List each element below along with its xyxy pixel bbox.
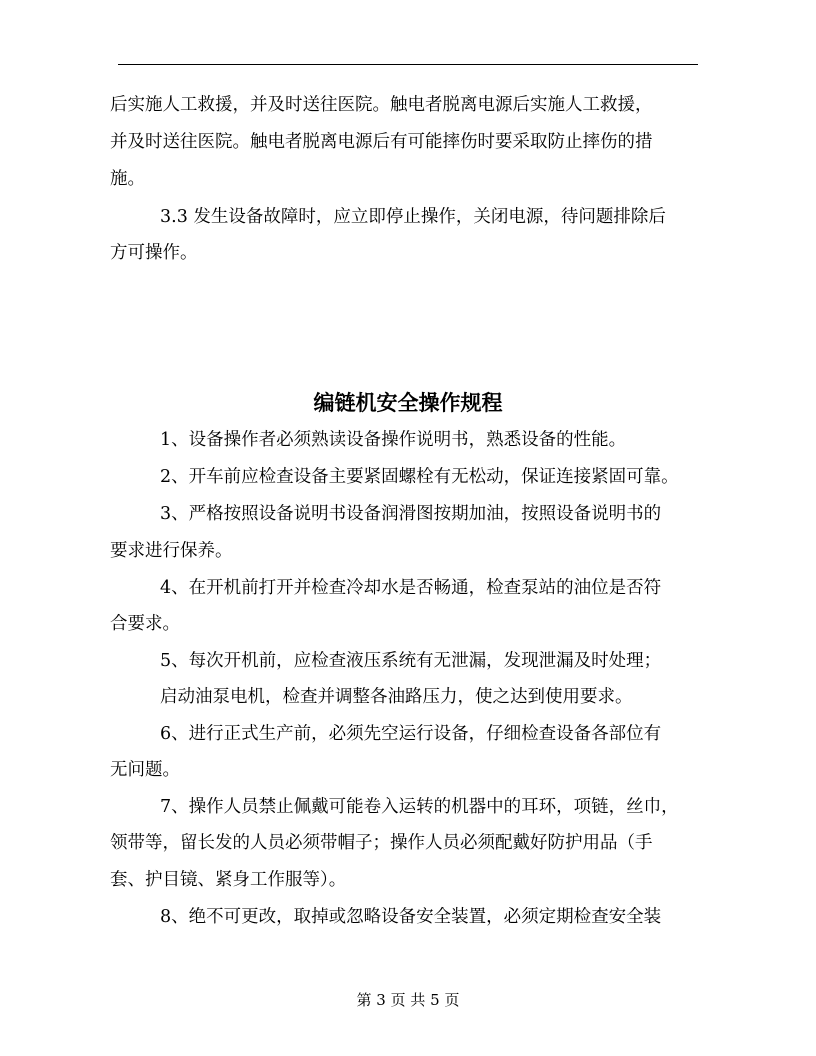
document-title: 编链机安全操作规程 [313,390,503,415]
text-line: 3.3 发生设备故障时，应立即停止操作，关闭电源，待问题排除后 [160,207,666,227]
text-line: 无问题。 [110,760,180,780]
text-line: 1、设备操作者必须熟读设备操作说明书，熟悉设备的性能。 [160,430,627,450]
page-number-footer: 第 3 页 共 5 页 [356,991,460,1009]
text-line: 套、护目镜、紧身工作服等）。 [110,870,347,890]
text-line: 3、严格按照设备说明书设备润滑图按期加油，按照设备说明书的 [160,504,662,524]
header-rule [118,64,698,65]
text-line: 7、操作人员禁止佩戴可能卷入运转的机器中的耳环，项链，丝巾， [160,797,679,817]
text-line: 8、绝不可更改，取掉或忽略设备安全装置，必须定期检查安全装 [160,907,662,927]
text-line: 合要求。 [110,614,180,634]
text-line: 6、进行正式生产前，必须先空运行设备，仔细检查设备各部位有 [160,724,662,744]
text-line: 领带等，留长发的人员必须带帽子；操作人员必须配戴好防护用品（手 [110,833,653,853]
text-line: 后实施人工救援，并及时送往医院。触电者脱离电源后实施人工救援， [110,95,653,115]
text-line: 4、在开机前打开并检查冷却水是否畅通，检查泵站的油位是否符 [160,578,662,598]
text-line: 方可操作。 [110,243,198,263]
text-line: 要求进行保养。 [110,541,233,561]
text-line: 5、每次开机前，应检查液压系统有无泄漏，发现泄漏及时处理； [160,651,662,671]
text-line: 施。 [110,169,145,189]
text-line: 2、开车前应检查设备主要紧固螺栓有无松动，保证连接紧固可靠。 [160,467,679,487]
text-line: 启动油泵电机，检查并调整各油路压力，使之达到使用要求。 [160,687,633,707]
text-line: 并及时送往医院。触电者脱离电源后有可能摔伤时要采取防止摔伤的措 [110,132,653,152]
